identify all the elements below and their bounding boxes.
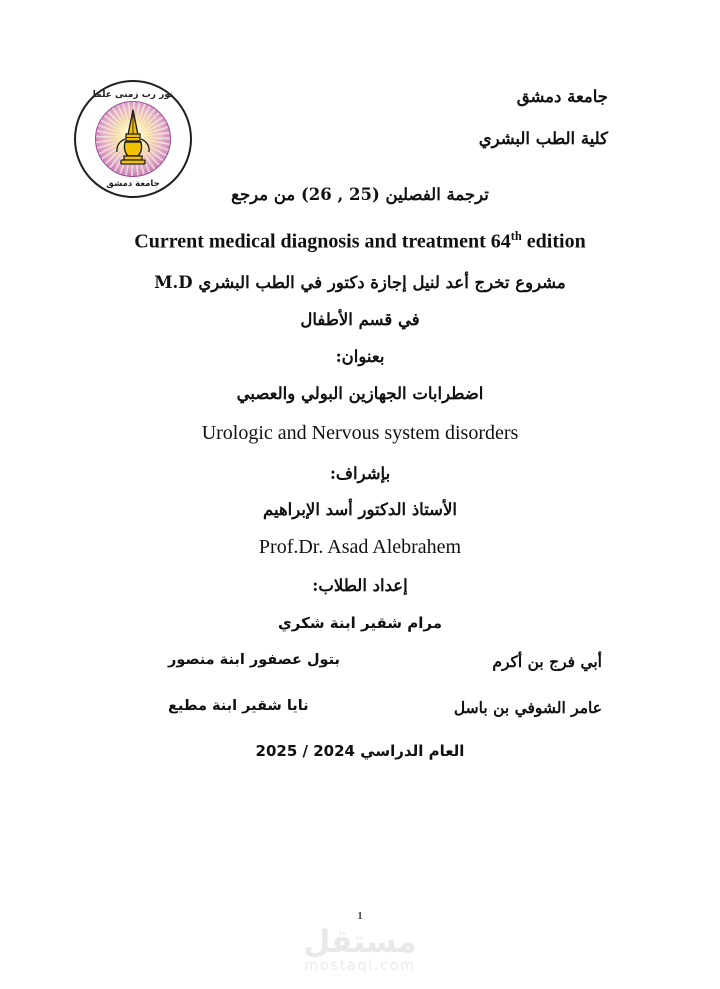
- reference-title-ordinal: th: [510, 228, 522, 243]
- cover-body: [0, 186, 720, 760]
- titled-label: بعنوان:: [335, 346, 385, 366]
- faculty-name: كلية الطب البشري: [478, 129, 608, 149]
- reference-title: [0, 229, 720, 254]
- mostaql-watermark: [0, 923, 720, 975]
- student-name-first: مرام شقير ابنة شكري: [278, 614, 442, 633]
- supervision-label: بإشراف:: [329, 463, 391, 483]
- student-row: [0, 698, 720, 728]
- supervisor-arabic: الأستاذ الدكتور أسد الإبراهيم: [262, 500, 457, 520]
- reference-title-suffix: edition: [521, 230, 586, 253]
- student-name-right: عامر الشوفي بن باسل: [453, 698, 602, 718]
- seal-rim-text: [76, 82, 190, 196]
- source-note: ترجمة الفصلين (25 , 26) من مرجع: [231, 185, 489, 204]
- page-footer: [0, 911, 720, 975]
- project-title-arabic: اضطرابات الجهازين البولي والعصبي: [236, 383, 484, 403]
- student-row: [0, 652, 720, 682]
- student-name-left: نايا شقير ابنة مطيع: [168, 698, 309, 715]
- watermark-arabic-text: مستقل: [303, 923, 417, 960]
- academic-year: العام الدراسي 2024 / 2025: [255, 742, 465, 761]
- university-name: جامعة دمشق: [516, 87, 608, 106]
- seal-rim-top-text: نور رب زمنی علما: [92, 90, 174, 100]
- page-header: [0, 72, 720, 202]
- department-line: في قسم الأطفال: [300, 309, 420, 329]
- project-title-english: Urologic and Nervous system disorders: [201, 421, 519, 444]
- page-number: 1: [357, 909, 363, 922]
- degree-line: مشروع تخرج أعد لنيل إجازة دكتور في الطب البشري M.D: [154, 272, 566, 292]
- damascus-university-seal-icon: [74, 80, 192, 198]
- student-name-right: أبي فرج بن أكرم: [492, 652, 602, 672]
- reference-title-prefix: Current medical diagnosis and treatment 64: [134, 230, 511, 253]
- student-name-left: بتول عصفور ابنة منصور: [168, 652, 340, 669]
- university-logo: [72, 80, 192, 200]
- supervisor-english: Prof.Dr. Asad Alebrahem: [258, 536, 462, 559]
- seal-rim-bottom-text: جامعة دمشق: [106, 178, 160, 189]
- students-label: إعداد الطلاب:: [312, 576, 408, 596]
- university-heading: [479, 88, 608, 148]
- watermark-latin-text: mostaql.com: [304, 958, 416, 975]
